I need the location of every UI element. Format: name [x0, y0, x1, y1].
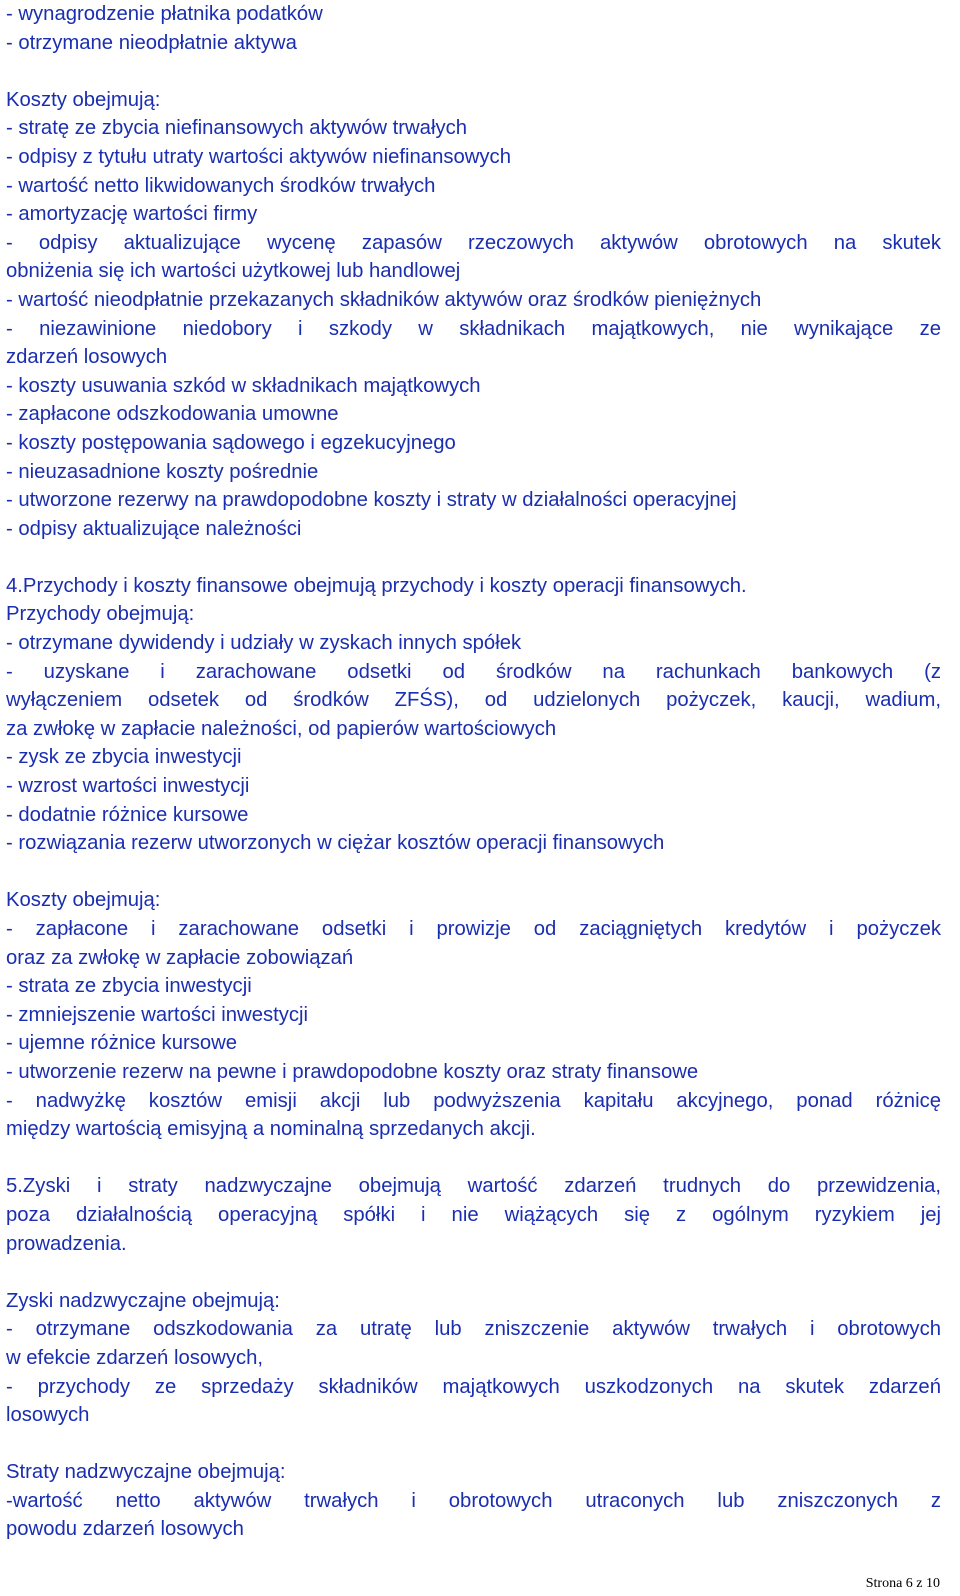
- list-item-continuation: w efekcie zdarzeń losowych,: [6, 1346, 264, 1369]
- list-item: - stratę ze zbycia niefinansowych aktywów trwałych: [6, 117, 468, 140]
- list-item: - wartość nieodpłatnie przekazanych składników aktywów oraz środków pieniężnych: [6, 288, 762, 311]
- financial-section: [6, 572, 941, 858]
- spacer: [6, 1258, 941, 1287]
- intro-list: [6, 0, 941, 57]
- spacer: [6, 1430, 941, 1459]
- spacer: [6, 57, 941, 86]
- list-item-continuation: wyłączeniem odsetek od środków ZFŚS), od udzielonych pożyczek, kaucji, wadium,: [6, 689, 941, 712]
- list-item-continuation: powodu zdarzeń losowych: [6, 1518, 244, 1541]
- list-item: - niezawinione niedobory i szkody w składnikach majątkowych, nie wynikające ze: [6, 317, 941, 340]
- list-item: - zapłacone odszkodowania umowne: [6, 403, 339, 426]
- page-number: Strona 6 z 10: [865, 1576, 940, 1591]
- list-item: - zysk ze zbycia inwestycji: [6, 746, 242, 769]
- list-item: - odpisy aktualizujące należności: [6, 517, 302, 540]
- spacer: [6, 543, 941, 572]
- document-page: [6, 0, 941, 1544]
- list-item: - koszty usuwania szkód w składnikach majątkowych: [6, 374, 481, 397]
- list-item-continuation: między wartością emisyjną a nominalną sprzedanych akcji.: [6, 1118, 536, 1141]
- extraordinary-losses-section: [6, 1458, 941, 1544]
- list-item: - otrzymane odszkodowania za utratę lub zniszczenie aktywów trwałych i obrotowych: [6, 1318, 941, 1341]
- list-item: - nadwyżkę kosztów emisji akcji lub podwyższenia kapitału akcyjnego, ponad różnicę: [6, 1089, 941, 1112]
- financial-costs-section: [6, 886, 941, 1143]
- extraordinary-gains-section: [6, 1287, 941, 1430]
- section-heading: Koszty obejmują:: [6, 88, 161, 111]
- list-item: - utworzone rezerwy na prawdopodobne koszty i straty w działalności operacyjnej: [6, 489, 737, 512]
- spacer: [6, 858, 941, 887]
- operating-costs-section: [6, 86, 941, 544]
- list-item: - rozwiązania rezerw utworzonych w ciężar kosztów operacji finansowych: [6, 832, 665, 855]
- section-heading: Zyski nadzwyczajne obejmują:: [6, 1289, 280, 1312]
- section-title: 4.Przychody i koszty finansowe obejmują przychody i koszty operacji finansowych.: [6, 574, 747, 597]
- list-item: - odpisy z tytułu utraty wartości aktywów niefinansowych: [6, 145, 511, 168]
- list-item: - przychody ze sprzedaży składników majątkowych uszkodzonych na skutek zdarzeń: [6, 1375, 941, 1398]
- list-item: - dodatnie różnice kursowe: [6, 803, 249, 826]
- extraordinary-section: [6, 1172, 941, 1258]
- paragraph-line: 5.Zyski i straty nadzwyczajne obejmują wartość zdarzeń trudnych do przewidzenia,: [6, 1175, 941, 1198]
- list-item: - wzrost wartości inwestycji: [6, 775, 250, 798]
- list-item: - amortyzację wartości firmy: [6, 203, 258, 226]
- list-item: - zapłacone i zarachowane odsetki i prowizje od zaciągniętych kredytów i pożyczek: [6, 918, 941, 940]
- list-item-continuation: oraz za zwłokę w zapłacie zobowiązań: [6, 946, 354, 969]
- list-item-continuation: za zwłokę w zapłacie należności, od papierów wartościowych: [6, 717, 557, 740]
- section-heading: Koszty obejmują:: [6, 889, 161, 912]
- list-item: - utworzenie rezerw na pewne i prawdopodobne koszty oraz straty finansowe: [6, 1060, 699, 1083]
- section-heading: Straty nadzwyczajne obejmują:: [6, 1461, 286, 1484]
- list-item: - koszty postępowania sądowego i egzekucyjnego: [6, 431, 456, 454]
- paragraph-line: poza działalnością operacyjną spółki i nie wiążących się z ogólnym ryzykiem jej: [6, 1203, 941, 1226]
- paragraph-line: prowadzenia.: [6, 1232, 127, 1255]
- list-item: - uzyskane i zarachowane odsetki od środków na rachunkach bankowych (z: [6, 660, 941, 683]
- spacer: [6, 1144, 941, 1173]
- list-item: - wartość netto likwidowanych środków trwałych: [6, 174, 436, 197]
- list-item-continuation: obniżenia się ich wartości użytkowej lub handlowej: [6, 260, 461, 283]
- list-item: -wartość netto aktywów trwałych i obrotowych utraconych lub zniszczonych z: [6, 1489, 941, 1512]
- list-item: - nieuzasadnione koszty pośrednie: [6, 460, 319, 483]
- list-item-continuation: zdarzeń losowych: [6, 346, 168, 369]
- list-item: - otrzymane nieodpłatnie aktywa: [6, 31, 297, 54]
- list-item: - odpisy aktualizujące wycenę zapasów rzeczowych aktywów obrotowych na skutek: [6, 231, 941, 254]
- list-item: - wynagrodzenie płatnika podatków: [6, 3, 323, 25]
- list-item: - strata ze zbycia inwestycji: [6, 975, 252, 998]
- list-item: - zmniejszenie wartości inwestycji: [6, 1003, 309, 1026]
- section-heading: Przychody obejmują:: [6, 603, 195, 626]
- list-item: - otrzymane dywidendy i udziały w zyskach innych spółek: [6, 632, 522, 655]
- list-item: - ujemne różnice kursowe: [6, 1032, 238, 1055]
- list-item-continuation: losowych: [6, 1404, 90, 1427]
